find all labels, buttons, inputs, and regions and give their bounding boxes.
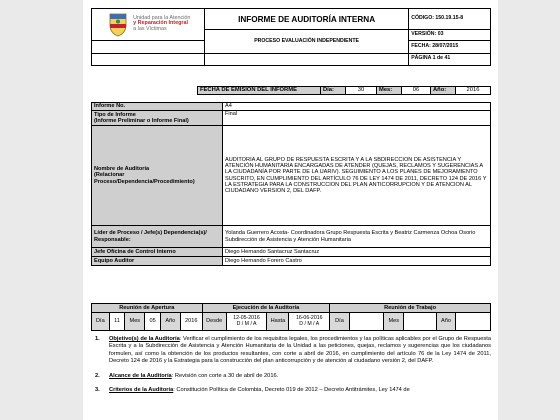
- hasta-format: D / M / A: [299, 320, 320, 327]
- month-value: 06: [402, 87, 431, 95]
- desde-cell: [226, 313, 267, 331]
- apertura-ano-label: Año: [160, 313, 180, 331]
- jefe-oficina-label: Jefe Oficina de Control Interno: [92, 248, 223, 257]
- code-label: CÓDIGO: 150.19.15-8: [409, 9, 491, 30]
- item-text: : Constitución Política de Colombia, Decreto 019 de 2012 – Decreto Antitrámites, Ley 1474 de: [173, 387, 410, 394]
- apertura-dia-value: 11: [109, 313, 125, 331]
- coat-of-arms-icon: [106, 11, 130, 37]
- apertura-mes-label: Mes: [125, 313, 145, 331]
- apertura-dia-label: Día: [92, 313, 110, 331]
- tipo-informe-value: Final: [223, 111, 491, 126]
- process-name: PROCESO EVALUACIÓN INDEPENDIENTE: [205, 30, 409, 53]
- trabajo-ano-label: Año: [436, 313, 456, 331]
- item-title: Alcance de la Auditoría: [109, 372, 172, 379]
- left-margin: [0, 0, 83, 420]
- month-label: Mes:: [377, 87, 402, 95]
- year-value: 2016: [456, 87, 491, 95]
- jefe-oficina-value: Diego Hernando Santacruz Santacruz: [223, 248, 491, 257]
- lider-proceso-value: Yolanda Guerrero Acosta- Coordinadora Grupo Respuesta Escrita y Beatriz Carmenza Ochoa Osorio Subdirección de Asistencia y Atención Humanitaria: [223, 226, 491, 248]
- trabajo-dia-label: Día: [330, 313, 350, 331]
- document-page: [83, 0, 498, 420]
- equipo-auditor-label: Equipo Auditor: [92, 257, 223, 266]
- audit-sections-list: [91, 336, 491, 401]
- hasta-label: Hasta: [267, 313, 289, 331]
- list-item-criterios: [91, 387, 491, 394]
- list-item-alcance: [91, 373, 491, 380]
- version-label: VERSIÓN: 03: [409, 30, 491, 40]
- process-filler: [205, 53, 409, 65]
- day-label: Día:: [321, 87, 346, 95]
- desde-value: 12-05-2016: [233, 315, 260, 322]
- logo-filler-2: [92, 53, 205, 65]
- nombre-auditoria-value: AUDITORIA AL GRUPO DE RESPUESTA ESCRITA Y A LA SBDIRECCION DE ASISTENCIA Y ATENCIÓN HUMANITARIA ENCARGADAS DE ATENDER (QUEJAS, RECLAMOS Y SUGERENCIAS A LA CIUDADANÍA POR PARTE DE LA UARIV). SEGUIMIENTO A LOS PLANES DE MEJORAMIENTO SUSCRITO, EN CUMPLIMIENTO DEL ARTÍCULO 76 DE LEY 1474 DE 2011, DECRETO 124 DE 2016 Y LA ESTRATEGIA PARA LA CONSTRUCCION DEL PLAN ANTICORRUPCION Y DE ATENCION AL CIUDADANO VERSION 2, DEL DAFP.: [223, 126, 491, 226]
- logo-cell: [92, 9, 205, 41]
- apertura-mes-value: 05: [145, 313, 161, 331]
- logo-line-1: Unidad para la Atención: [133, 14, 191, 21]
- tipo-label-line-1: Tipo de Informe: [94, 111, 136, 118]
- day-value: 30: [346, 87, 377, 95]
- logo-filler: [92, 40, 205, 53]
- lider-proceso-label: Líder de Proceso / Jefe(s) Dependencia(s)/ Responsable:: [92, 226, 223, 248]
- nombre-label-line-2: (Relacionar Proceso/Dependencia/Procedimiento): [94, 172, 195, 185]
- tipo-label-line-2: (Informe Preliminar o Informe Final): [94, 118, 189, 124]
- equipo-auditor-value: Diego Hernando Forero Castro: [223, 257, 491, 266]
- item-title: Criterios de la Auditoría: [109, 387, 174, 394]
- item-number: 3.: [95, 387, 100, 394]
- item-text: : Verificar el cumplimiento de los requisitos legales, los procedimientos y las políticas aplicables por el Grupo de Respuesta Escrita y a la Subdirección de Asistencia y Atención Humanitaria de la Unidad a las peticiones, quejas, reclamos y sugerencias que los ciudadanos formulen, así como la obtención de los productos resultantes, con corte a abril de 2016, en cumplimiento del artículo 76 de la Ley 1474 de 2011, Decreto 124 de 2016 y la Estrategia para la construcción del plan anticorrupción y de atención al ciudadano versión 2, del DAFP.: [109, 336, 492, 365]
- trabajo-ano-value: [456, 313, 491, 331]
- item-text: : Revisión con corte a 30 de abril de 2016.: [171, 372, 279, 379]
- date-label: FECHA: 28/07/2015: [409, 40, 491, 53]
- desde-label: Desde: [202, 313, 226, 331]
- desde-format: D / M / A: [236, 320, 257, 327]
- issue-date-table: [197, 86, 491, 95]
- item-number: 2.: [95, 372, 100, 379]
- issue-date-label: FECHA DE EMISIÓN DEL INFORME: [198, 87, 321, 95]
- hasta-value: 16-06-2016: [295, 315, 323, 322]
- document-header: [91, 8, 491, 66]
- logo-line-2: y Reparación Integral: [133, 20, 188, 27]
- trabajo-mes-label: Mes: [384, 313, 404, 331]
- tipo-informe-label: [92, 111, 223, 126]
- informe-no-value: A4: [223, 103, 491, 111]
- trabajo-dia-value: [349, 313, 383, 331]
- trabajo-header: Reunión de Trabajo: [330, 304, 491, 313]
- page-label: PÁGINA 1 de 41: [409, 53, 491, 65]
- nombre-auditoria-label: [92, 126, 223, 226]
- right-margin: [498, 0, 560, 420]
- meetings-table: [91, 303, 491, 331]
- year-label: Año:: [431, 87, 456, 95]
- trabajo-mes-value: [404, 313, 436, 331]
- apertura-header: Reunión de Apertura: [92, 304, 203, 313]
- item-number: 1.: [95, 336, 100, 342]
- item-title: Objetivo(s) de la Auditoría: [109, 336, 180, 342]
- document-title: INFORME DE AUDITORÍA INTERNA: [205, 9, 409, 30]
- informe-no-label: Informe No.: [92, 103, 223, 111]
- logo-text: [133, 16, 190, 33]
- logo-line-3: a las Víctimas: [133, 26, 167, 33]
- apertura-ano-value: 2016: [180, 313, 202, 331]
- ejecucion-header: Ejecución de la Auditoría: [202, 304, 329, 313]
- nombre-label-line-1: Nombre de Auditoría: [94, 166, 150, 173]
- hasta-cell: [289, 313, 330, 331]
- list-item-objetivos: [91, 336, 491, 366]
- audit-info-table: [91, 102, 491, 266]
